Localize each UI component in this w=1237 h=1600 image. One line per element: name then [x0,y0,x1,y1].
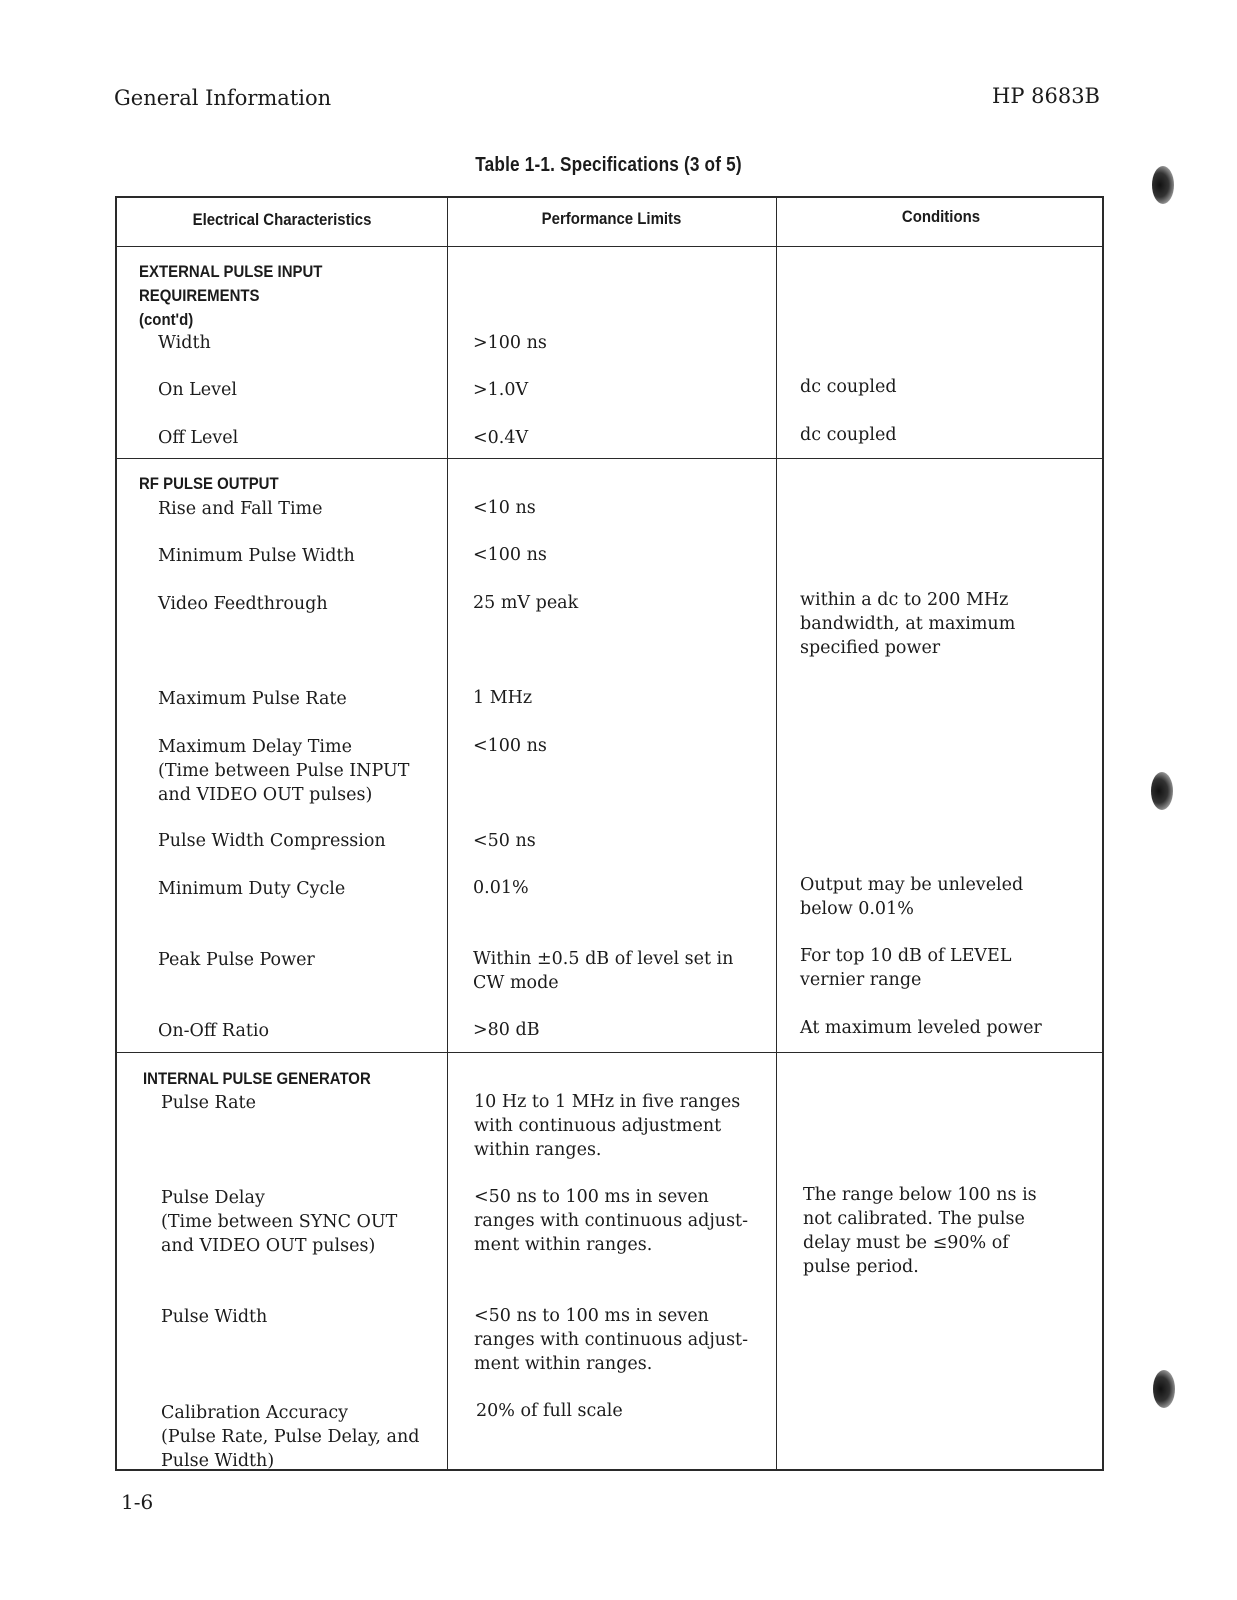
spec-characteristic: Pulse Width [161,1307,268,1327]
spec-limit: >100 ns [473,333,547,353]
spec-condition: The range below 100 ns is not calibrated. The pulse delay must be ≤90% of pulse period. [803,1185,1037,1277]
spec-condition: dc coupled [800,377,897,397]
spec-characteristic: Width [158,333,211,353]
spec-condition: within a dc to 200 MHz bandwidth, at maximum specified power [800,590,1016,658]
spec-limit: Within ±0.5 dB of level set in CW mode [473,949,734,993]
spec-characteristic: Calibration Accuracy (Pulse Rate, Pulse Delay, and Pulse Width) [161,1403,420,1471]
spec-characteristic: Video Feedthrough [158,594,328,614]
spec-limit: <0.4V [473,428,529,448]
spec-limit: <10 ns [473,498,536,518]
spec-characteristic: Pulse Rate [161,1093,256,1113]
binder-hole-mark [1153,1370,1175,1408]
header-divider [117,246,1102,247]
spec-characteristic: Minimum Pulse Width [158,546,355,566]
spec-limit: 10 Hz to 1 MHz in five ranges with continuous adjustment within ranges. [474,1092,741,1160]
spec-limit: 0.01% [473,878,529,898]
spec-characteristic: On Level [158,380,237,400]
column-divider [776,198,777,1469]
section-heading-rf-pulse-output: RF PULSE OUTPUT [139,474,279,493]
spec-limit: 25 mV peak [473,593,579,613]
spec-limit: <100 ns [473,736,547,756]
spec-characteristic: On-Off Ratio [158,1021,270,1041]
binder-hole-mark [1151,772,1173,810]
spec-characteristic: Minimum Duty Cycle [158,879,346,899]
section-heading-internal-pulse-generator: INTERNAL PULSE GENERATOR [143,1069,371,1088]
header-model-number: HP 8683B [992,84,1100,108]
spec-characteristic: Off Level [158,428,239,448]
spec-condition: For top 10 dB of LEVEL vernier range [800,946,1012,990]
section-divider [117,458,1102,459]
spec-limit: <50 ns to 100 ms in seven ranges with continuous adjust- ment within ranges. [474,1187,749,1255]
spec-characteristic: Rise and Fall Time [158,499,323,519]
spec-limit: <100 ns [473,545,547,565]
spec-condition: Output may be unleveled below 0.01% [800,875,1024,919]
binder-hole-mark [1152,166,1174,204]
spec-characteristic: Peak Pulse Power [158,950,315,970]
spec-characteristic: Maximum Pulse Rate [158,689,347,709]
spec-characteristic: Pulse Delay (Time between SYNC OUT and VIDEO OUT pulses) [161,1188,398,1256]
spec-limit: >1.0V [473,380,529,400]
column-header-electrical-characteristics: Electrical Characteristics [192,210,372,229]
spec-limit: >80 dB [473,1020,540,1040]
column-header-conditions: Conditions [901,207,981,226]
spec-condition: At maximum leveled power [800,1018,1042,1038]
spec-limit: 1 MHz [473,688,533,708]
specifications-table [115,196,1104,1471]
spec-limit: <50 ns to 100 ms in seven ranges with continuous adjust- ment within ranges. [474,1306,749,1374]
table-title: Table 1-1. Specifications (3 of 5) [475,154,742,176]
section-divider [117,1052,1102,1053]
column-header-performance-limits: Performance Limits [541,209,682,228]
spec-characteristic: Pulse Width Compression [158,831,386,851]
spec-limit: <50 ns [473,831,536,851]
spec-condition: dc coupled [800,425,897,445]
header-section-title: General Information [114,86,332,110]
spec-characteristic: Maximum Delay Time (Time between Pulse INPUT and VIDEO OUT pulses) [158,737,410,805]
section-heading-external-pulse-input: EXTERNAL PULSE INPUT REQUIREMENTS (cont'd) [139,262,323,329]
page-number: 1-6 [121,1490,154,1514]
spec-limit: 20% of full scale [476,1401,623,1421]
